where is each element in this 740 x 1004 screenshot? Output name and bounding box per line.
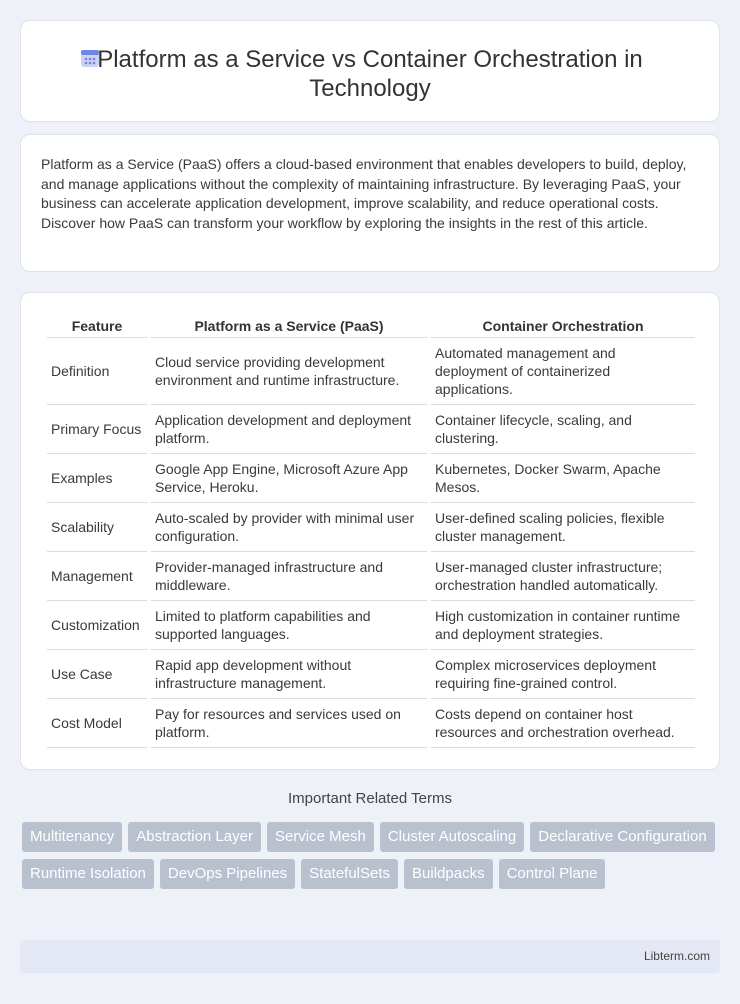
cell-feature: Management <box>47 552 147 601</box>
tag-declarative-configuration[interactable]: Declarative Configuration <box>530 822 714 852</box>
cell-paas: Pay for resources and services used on platform. <box>151 699 427 748</box>
cell-paas: Auto-scaled by provider with minimal user configuration. <box>151 503 427 552</box>
related-terms-title: Important Related Terms <box>288 790 452 807</box>
table-row <box>47 338 695 405</box>
page-title-line1: Platform as a Service vs Container Orchestration in <box>97 46 643 73</box>
cell-paas: Limited to platform capabilities and supported languages. <box>151 601 427 650</box>
cell-container: Automated management and deployment of containerized applications. <box>431 338 695 405</box>
tag-abstraction-layer[interactable]: Abstraction Layer <box>128 822 261 852</box>
cell-feature: Examples <box>47 454 147 503</box>
intro-text: Platform as a Service (PaaS) offers a cloud-based environment that enables developers to build, deploy, and manage applications without the complexity of maintaining infrastructure. By leveraging PaaS, your business can accelerate application development, improve scalability, and reduce operational costs. Discover how PaaS can transform your workflow by exploring the insights in the rest of this article. <box>41 156 687 231</box>
tag-statefulsets[interactable]: StatefulSets <box>301 859 398 889</box>
tag-multitenancy[interactable]: Multitenancy <box>22 822 122 852</box>
table-row <box>47 552 695 601</box>
table-row <box>47 405 695 454</box>
cell-container: Kubernetes, Docker Swarm, Apache Mesos. <box>431 454 695 503</box>
comparison-card <box>20 292 720 770</box>
tag-runtime-isolation[interactable]: Runtime Isolation <box>22 859 154 889</box>
header-feature: Feature <box>47 315 147 338</box>
cell-feature: Scalability <box>47 503 147 552</box>
related-terms-list <box>22 822 722 889</box>
tag-buildpacks[interactable]: Buildpacks <box>404 859 493 889</box>
cell-paas: Application development and deployment platform. <box>151 405 427 454</box>
table-row <box>47 454 695 503</box>
table-row <box>47 601 695 650</box>
cell-container: High customization in container runtime and deployment strategies. <box>431 601 695 650</box>
cell-paas: Cloud service providing development environment and runtime infrastructure. <box>151 338 427 405</box>
header-container: Container Orchestration <box>431 315 695 338</box>
cell-feature: Use Case <box>47 650 147 699</box>
tag-cluster-autoscaling[interactable]: Cluster Autoscaling <box>380 822 524 852</box>
cell-feature: Cost Model <box>47 699 147 748</box>
tag-control-plane[interactable]: Control Plane <box>499 859 606 889</box>
cell-paas: Provider-managed infrastructure and middleware. <box>151 552 427 601</box>
cell-feature: Primary Focus <box>47 405 147 454</box>
intro-card <box>20 134 720 272</box>
page-title-line2: Technology <box>309 75 431 102</box>
table-row <box>47 699 695 748</box>
table-header-row <box>47 315 695 338</box>
comparison-table <box>43 315 699 748</box>
page-title <box>21 45 719 103</box>
tag-service-mesh[interactable]: Service Mesh <box>267 822 374 852</box>
title-card <box>20 20 720 122</box>
cell-feature: Customization <box>47 601 147 650</box>
cell-container: Costs depend on container host resources and orchestration overhead. <box>431 699 695 748</box>
cell-container: User-managed cluster infrastructure; orchestration handled automatically. <box>431 552 695 601</box>
cell-feature: Definition <box>47 338 147 405</box>
tag-devops-pipelines[interactable]: DevOps Pipelines <box>160 859 295 889</box>
table-row <box>47 503 695 552</box>
cell-container: User-defined scaling policies, flexible cluster management. <box>431 503 695 552</box>
cell-container: Complex microservices deployment requiring fine-grained control. <box>431 650 695 699</box>
table-row <box>47 650 695 699</box>
footer <box>20 940 720 973</box>
cell-paas: Google App Engine, Microsoft Azure App Service, Heroku. <box>151 454 427 503</box>
cell-container: Container lifecycle, scaling, and clustering. <box>431 405 695 454</box>
cell-paas: Rapid app development without infrastructure management. <box>151 650 427 699</box>
footer-site-link[interactable]: Libterm.com <box>643 949 710 963</box>
header-paas: Platform as a Service (PaaS) <box>151 315 427 338</box>
